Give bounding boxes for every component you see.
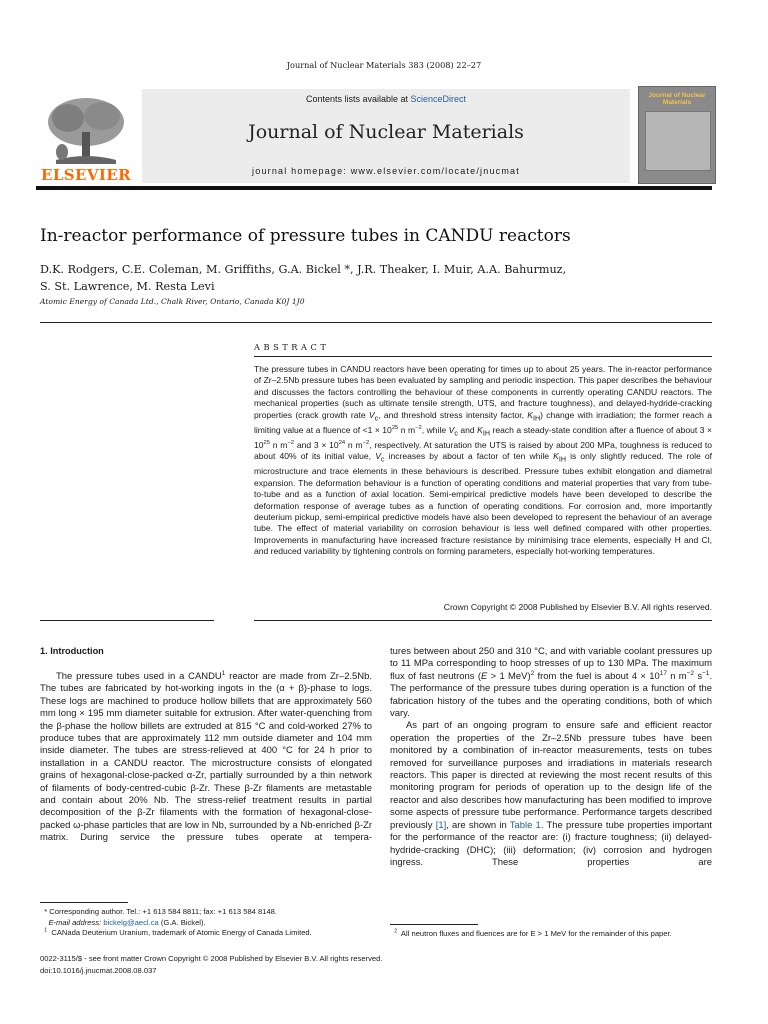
contents-prefix: Contents lists available at	[305, 94, 411, 104]
issn-line: 0022-3115/$ - see front matter Crown Copyright © 2008 Published by Elsevier B.V. All rights reserved.	[40, 954, 383, 963]
abstract-divider-top	[254, 356, 712, 357]
journal-homepage[interactable]: journal homepage: www.elsevier.com/locate/jnucmat	[252, 166, 520, 176]
footnote-1: $^1$ CANada Deuterium Uranium, trademark of Atomic Energy of Canada Limited.	[44, 927, 312, 938]
footnotes-left	[40, 907, 372, 939]
cover-title: Journal of Nuclear Materials	[648, 92, 706, 106]
footnote-divider-left	[40, 902, 128, 903]
article-title: In-reactor performance of pressure tubes in CANDU reactors	[40, 226, 571, 246]
email-label: E-mail address:	[48, 917, 102, 927]
affiliation: Atomic Energy of Canada Ltd., Chalk River, Ontario, Canada K0J 1J0	[40, 297, 305, 306]
abstract-copyright: Crown Copyright © 2008 Published by Elsevier B.V. All rights reserved.	[443, 602, 712, 612]
reference-link-1[interactable]: [1]	[435, 819, 447, 831]
footnote-divider-right	[390, 924, 478, 925]
contents-line	[142, 94, 630, 104]
footnote-2-text: All neutron fluxes and fluences are for E > 1 MeV for the remainder of this paper.	[400, 929, 672, 938]
footnote-1-text: CANada Deuterium Uranium, trademark of Atomic Energy of Canada Limited.	[51, 928, 312, 938]
header-divider	[36, 186, 712, 190]
left-divider	[40, 620, 214, 621]
doi-line[interactable]: doi:10.1016/j.jnucmat.2008.08.037	[40, 965, 157, 975]
email-suffix: (G.A. Bickel).	[160, 917, 206, 927]
cover-image	[645, 111, 711, 171]
authors-line-2: S. St. Lawrence, M. Resta Levi	[40, 280, 215, 293]
table-1-link[interactable]: Table 1	[509, 819, 541, 831]
intro-paragraph-2: As part of an ongoing program to ensure safe and efficient reactor operation the properties of the Zr–2.5Nb pressure tubes have been monitored by a combination of in-reactor measurements, tests on tubes removed for surveillance purposes and irradiations in materials research reactors. This paper is directed at reviewing the most recent results of this monitoring program for periods of operation up to the design life of the reactor and also describes how manufacturing has been modified to improve some aspects of pressure tube performance. Performance targets described previously [1], are shown in Table 1. The pressure tube properties important for the performance of the reactor are: (i) fracture toughness; (ii) delayed-hydride-cracking (DHC); (iii) deformation; (iv) corrosion and hydrogen ingress. These properties are	[390, 720, 712, 868]
journal-name: Journal of Nuclear Materials	[248, 121, 524, 143]
journal-reference: Journal of Nuclear Materials 383 (2008) 22–27	[286, 60, 482, 70]
bottom-metadata	[40, 953, 382, 976]
footnote-2: $^2$ All neutron fluxes and fluences are for E > 1 MeV for the remainder of this paper.	[394, 928, 672, 938]
journal-cover-thumbnail	[638, 86, 716, 184]
section-heading-introduction: 1. Introduction	[40, 646, 104, 656]
intro-paragraph-1-continued: tures between about 250 and 310 °C, and with variable coolant pressures up to 11 MPa corresponding to hoop stresses of up to 130 MPa. The maximum flux of fast neutrons (E > 1 MeV)$^2$ from the fuel is about $4 \times 10^{17}$ n $m^{-2}$ $s^{-1}$. The performance of the pressure tubes during operation is a function of the fabrication history of the tubes and the operating conditions, both of which vary.	[390, 646, 712, 720]
footnote-email	[40, 918, 372, 929]
abstract-divider-bottom	[254, 620, 712, 621]
authors-line-1: D.K. Rodgers, C.E. Coleman, M. Griffiths, G.A. Bickel *, J.R. Theaker, I. Muir, A.A. Bahurmuz,	[40, 263, 567, 276]
abstract-heading: ABSTRACT	[254, 342, 330, 352]
author-list	[40, 261, 660, 295]
footnote-corresponding: * Corresponding author. Tel.: +1 613 584 8811; fax: +1 613 584 8148.	[40, 907, 278, 916]
email-link[interactable]: bickelg@aecl.ca	[103, 917, 159, 927]
intro-paragraph-1: The pressure tubes used in a CANDU$^1$ reactor are made from Zr–2.5Nb. The tubes are fabricated by hot-working ingots in the (α + β)-phase to logs. These logs are machined to produce hollow billets that are approximately 560 mm long × 195 mm diameter suitable for extrusion. After water-quenching from the β-phase the hollow billets are extruded at 815 °C and cold-worked 27% to produce tubes that are approximately 112 mm outside diameter and 104 mm inside diameter. The tubes are stress-relieved at 400 °C for 24 h prior to installation in a CANDU reactor. The microstructure consists of elongated grains of hexagonal-close-packed α-Zr, partially surrounded by a thin network of filaments of body-centred-cubic β-Zr. These β-Zr filaments are metastable and contain about 20% Nb. The stress-relief treatment results in partial decomposition of the β-Zr filaments with the formation of hexagonal-close-packed ω-phase particles that are low in Nb, surrounded by a Nb-enriched β-Zr matrix. During service the pressure tubes operate at tempera-	[40, 669, 372, 844]
intro-right-column	[390, 646, 712, 869]
elsevier-wordmark: ELSEVIER	[41, 166, 131, 184]
title-divider	[40, 322, 712, 323]
abstract-text: The pressure tubes in CANDU reactors have been operating for times up to about 25 years. The in-reactor performance of Zr–2.5Nb pressure tubes has been evaluated by sampling and periodic inspection. This paper describes the behaviour and discusses the factors controlling the behaviour of these components in currently operating CANDU reactors. The mechanical properties (such as ultimate tensile strength, UTS, and fracture toughness), and delayed-hydride-cracking properties (crack growth rate $V_c$, and threshold stress intensity factor, $K_{IH}$) change with irradiation; the former reach a limiting value at a fluence of $<1 \times 10^{25}$ n $m^{-2}$, while $V_c$ and $K_{IH}$ reach a steady-state condition after a fluence of about $3 \times 10^{25}$ n $m^{-2}$ and $3 \times 10^{24}$ n $m^{-2}$, respectively. At saturation the UTS is raised by about 200 MPa, toughness is reduced to about 40% of its initial value, $V_c$ increases by about a factor of ten while $K_{IH}$ is only slightly reduced. The role of microstructure and trace elements in these behaviours is described. Pressure tubes exhibit elongation and diametral expansion. The deformation behaviour is a function of operating conditions and material properties that vary from tube-to-tube and as a function of axial location. Semi-empirical predictive models have been developed to describe the deformation response of average tubes as a function of operating conditions. For corrosion and, more importantly deuterium pickup, semi-empirical predictive models have also been developed to represent the behaviour of an average tube. The effect of material variability on corrosion behaviour is less well defined compared with other properties. Improvements in manufacturing have increased fracture resistance by minimising trace elements, especially H and Cl, and reduced variability by tightening controls on forming parameters, especially hot-working temperatures.	[254, 364, 713, 557]
corresponding-author-note: Corresponding author. Tel.: +1 613 584 8811; fax: +1 613 584 8148.	[49, 907, 278, 916]
sciencedirect-link[interactable]: ScienceDirect	[410, 94, 467, 104]
intro-left-column	[40, 671, 372, 845]
